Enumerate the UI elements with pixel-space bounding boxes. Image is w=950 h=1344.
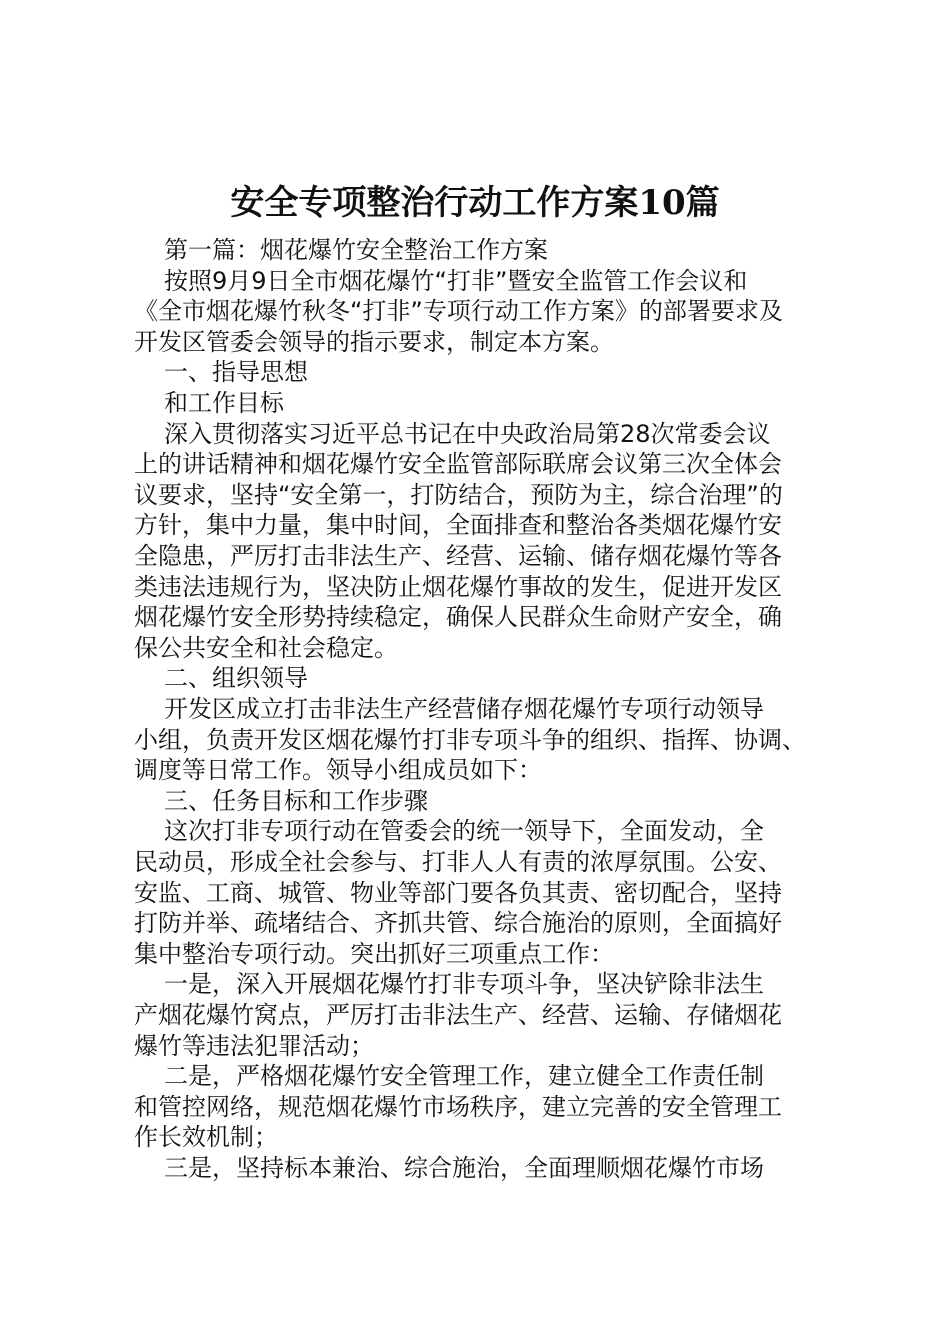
document-title: 安全专项整治行动工作方案10篇 — [230, 183, 720, 223]
body-line: 二、组织领导 — [164, 664, 308, 693]
body-line: 集中整治专项行动。突出抓好三项重点工作： — [134, 939, 614, 968]
body-line: 作长效机制； — [134, 1123, 278, 1152]
body-line: 类违法违规行为，坚决防止烟花爆竹事故的发生，促进开发区 — [134, 572, 782, 601]
body-line: 二是，严格烟花爆竹安全管理工作，建立健全工作责任制 — [164, 1062, 764, 1091]
body-line: 议要求，坚持“安全第一，打防结合，预防为主，综合治理”的 — [134, 480, 783, 509]
body-line: 三是，坚持标本兼治、综合施治，全面理顺烟花爆竹市场 — [164, 1154, 764, 1182]
body-line: 调度等日常工作。领导小组成员如下： — [134, 756, 542, 785]
body-line: 和管控网络，规范烟花爆竹市场秩序，建立完善的安全管理工 — [134, 1092, 782, 1121]
body-line: 第一篇：烟花爆竹安全整治工作方案 — [164, 236, 548, 264]
body-line: 全隐患，严厉打击非法生产、经营、运输、储存烟花爆竹等各 — [134, 542, 782, 570]
body-line: 《全市烟花爆竹秋冬“打非”专项行动工作方案》的部署要求及 — [134, 297, 783, 326]
body-line: 产烟花爆竹窝点，严厉打击非法生产、经营、运输、存储烟花 — [134, 1001, 782, 1029]
body-line: 开发区管委会领导的指示要求，制定本方案。 — [134, 327, 614, 356]
body-line: 保公共安全和社会稳定。 — [134, 633, 398, 662]
body-line: 深入贯彻落实习近平总书记在中央政治局第28次常委会议 — [164, 419, 771, 448]
body-line: 小组，负责开发区烟花爆竹打非专项斗争的组织、指挥、协调、 — [134, 725, 806, 754]
body-line: 这次打非专项行动在管委会的统一领导下，全面发动，全 — [164, 817, 764, 846]
body-line: 打防并举、疏堵结合、齐抓共管、综合施治的原则，全面搞好 — [134, 909, 782, 938]
body-line: 民动员，形成全社会参与、打非人人有责的浓厚氛围。公安、 — [134, 848, 782, 876]
body-line: 一、指导思想 — [164, 358, 308, 387]
body-line: 一是，深入开展烟花爆竹打非专项斗争，坚决铲除非法生 — [164, 970, 764, 999]
body-line: 按照9月9日全市烟花爆竹“打非”暨安全监管工作会议和 — [164, 266, 748, 295]
body-line: 和工作目标 — [164, 389, 284, 417]
body-line: 方针，集中力量，集中时间，全面排查和整治各类烟花爆竹安 — [134, 511, 782, 540]
body-line: 爆竹等违法犯罪活动； — [134, 1031, 374, 1060]
body-line: 安监、工商、城管、物业等部门要各负其责、密切配合，坚持 — [134, 878, 782, 907]
body-line: 烟花爆竹安全形势持续稳定，确保人民群众生命财产安全，确 — [134, 603, 782, 632]
body-line: 三、任务目标和工作步骤 — [164, 786, 428, 815]
body-line: 开发区成立打击非法生产经营储存烟花爆竹专项行动领导 — [164, 695, 764, 723]
body-line: 上的讲话精神和烟花爆竹安全监管部际联席会议第三次全体会 — [134, 450, 782, 479]
